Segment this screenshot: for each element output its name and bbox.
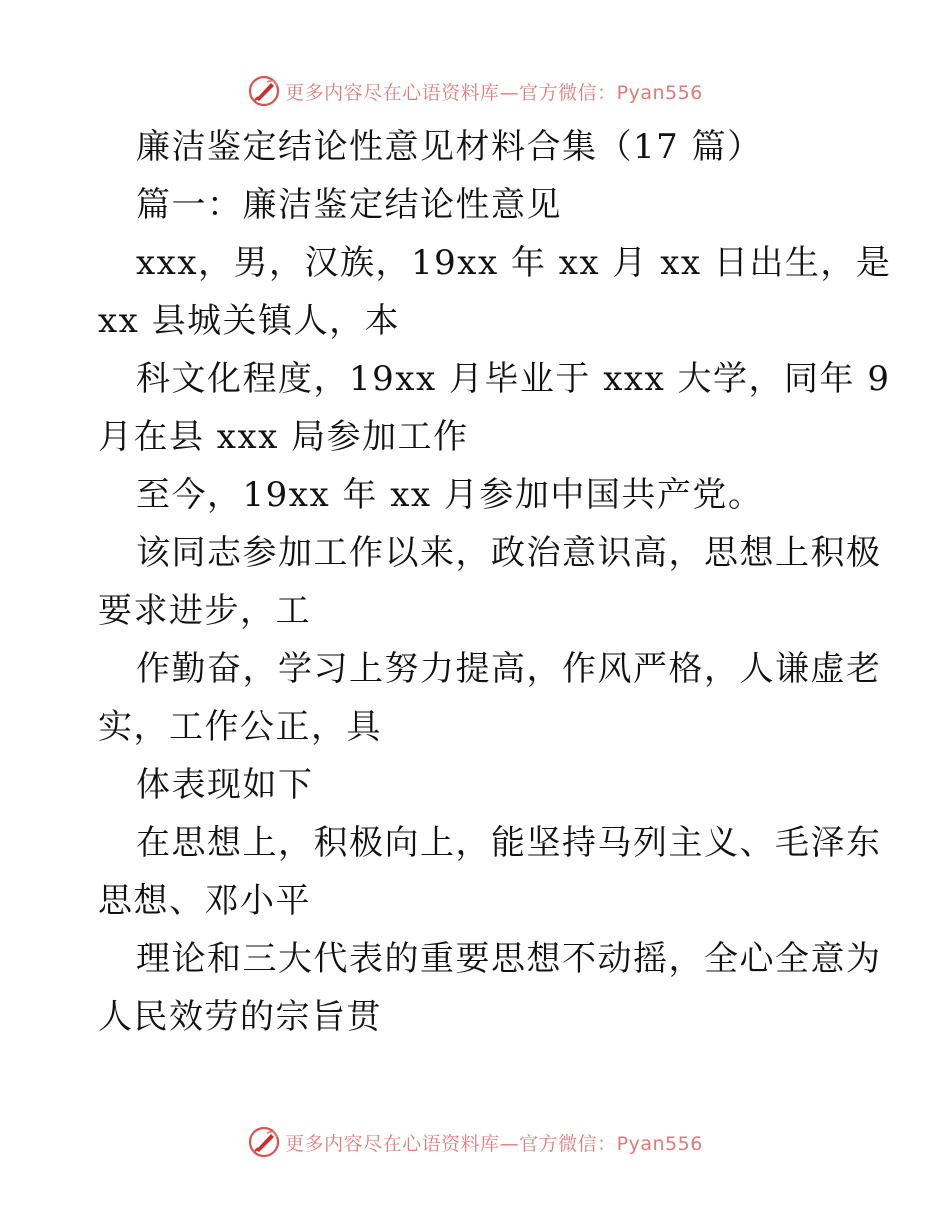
paragraph-line: xxx，男，汉族，19xx 年 xx 月 xx 日出生，是	[136, 243, 892, 283]
paragraph-line: 理论和三大代表的重要思想不动摇，全心全意为	[136, 939, 882, 979]
banner-text: 更多内容尽在心语资料库—官方微信：Pyan556	[285, 81, 703, 104]
paragraph-line: 思想、邓小平	[98, 881, 311, 921]
paragraph-line: 体表现如下	[136, 765, 314, 805]
document-body	[98, 118, 892, 1046]
paragraph-line: 作勤奋，学习上努力提高，作风严格，人谦虚老	[136, 649, 882, 689]
banner-text: 更多内容尽在心语资料库—官方微信：Pyan556	[285, 1132, 703, 1155]
quill-pen-logo-icon	[247, 74, 281, 108]
footer-banner	[0, 1122, 950, 1162]
paragraph-line: 至今，19xx 年 xx 月参加中国共产党。	[136, 475, 764, 515]
paragraph-line: 月在县 xxx 局参加工作	[98, 417, 469, 457]
paragraph-line: 在思想上，积极向上，能坚持马列主义、毛泽东	[136, 823, 882, 863]
paragraph-line: 科文化程度，19xx 月毕业于 xxx 大学，同年 9	[136, 359, 891, 399]
paragraph-line: 实，工作公正，具	[98, 707, 382, 747]
section-heading: 篇一：廉洁鉴定结论性意见	[136, 185, 562, 225]
paragraph-line: 该同志参加工作以来，政治意识高，思想上积极	[136, 533, 882, 573]
header-banner	[0, 71, 950, 111]
quill-pen-logo-icon	[247, 1125, 281, 1159]
paragraph-line: xx 县城关镇人，本	[98, 301, 401, 341]
document-title: 廉洁鉴定结论性意见材料合集（17 篇）	[136, 127, 763, 167]
paragraph-line: 人民效劳的宗旨贯	[98, 997, 382, 1037]
paragraph-line: 要求进步，工	[98, 591, 311, 631]
